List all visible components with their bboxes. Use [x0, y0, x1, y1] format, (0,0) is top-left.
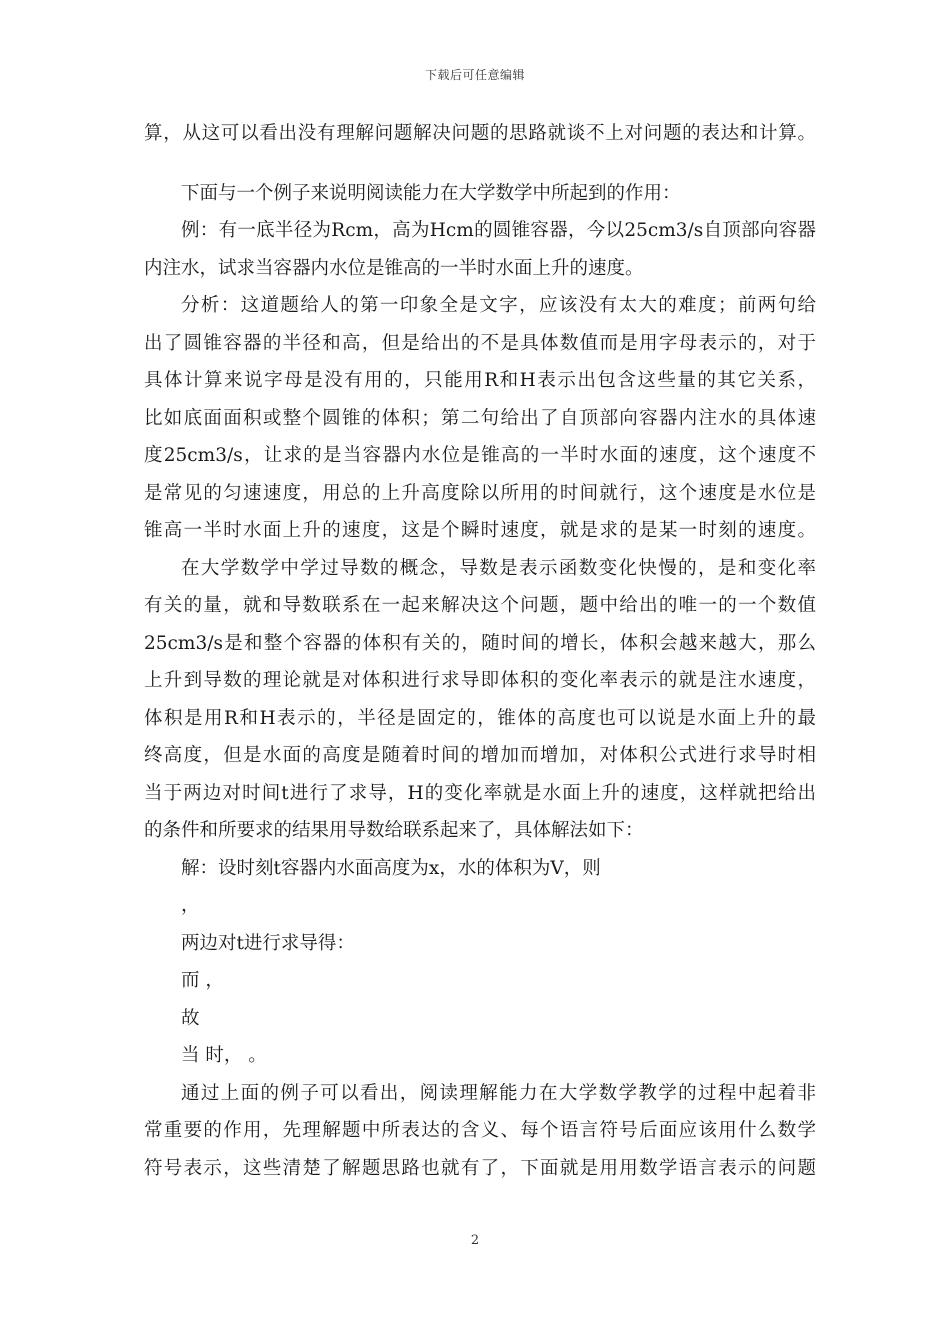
text-line: 度25cm3/s，让求的是当容器内水位是锥高的一半时水面的速度，这个速度不 [144, 445, 816, 466]
text-line: 算，从这可以看出没有理解问题解决问题的思路就谈不上对问题的表达和计算。 [144, 123, 816, 144]
text-line: 锥高一半时水面上升的速度，这是个瞬时速度，就是求的是某一时刻的速度。 [144, 520, 816, 541]
paragraph-gap [144, 153, 816, 175]
text-line: 在大学数学中学过导数的概念，导数是表示函数变化快慢的，是和变化率 [181, 557, 816, 579]
text-line: 符号表示，这些清楚了解题思路也就有了，下面就是用用数学语言表示的问题 [144, 1157, 816, 1179]
text-line: 出了圆锥容器的半径和高，但是给出的不是具体数值而是用字母表示的，对于 [144, 332, 816, 354]
text-line: 25cm3/s是和整个容器的体积有关的，随时间的增长，体积会越来越大，那么 [144, 632, 816, 654]
text-line: 终高度，但是水面的高度是随着时间的增加而增加，对体积公式进行求导时相 [144, 745, 816, 766]
text-line: 分析：这道题给人的第一印象全是文字，应该没有太大的难度；前两句给 [181, 295, 816, 316]
body-text [144, 115, 816, 1187]
text-line: 通过上面的例子可以看出，阅读理解能力在大学数学教学的过程中起着非 [181, 1082, 816, 1104]
page-header: 下载后可任意编辑 [424, 68, 525, 82]
text-line: 解：设时刻t容器内水面高度为x，水的体积为V，则 [181, 857, 601, 879]
text-line: 例：有一底半径为Rcm，高为Hcm的圆锥容器，今以25cm3/s自顶部向容器 [181, 220, 816, 241]
text-line: 当于两边对时间t进行了求导，H的变化率就是水面上升的速度，这样就把给出 [144, 782, 816, 804]
text-line: 比如底面面积或整个圆锥的体积；第二句给出了自顶部向容器内注水的具体速 [144, 407, 816, 429]
text-line: ， [181, 895, 200, 916]
text-line: 上升到导数的理论就是对体积进行求导即体积的变化率表示的就是注水速度， [144, 670, 816, 691]
text-line: 而 ， [181, 970, 224, 991]
text-line: 体积是用R和H表示的，半径是固定的，锥体的高度也可以说是水面上升的最 [144, 707, 816, 729]
text-line: 是常见的匀速速度，用总的上升高度除以所用的时间就行，这个速度是水位是 [144, 482, 816, 504]
text-line: 具体计算来说字母是没有用的，只能用R和H表示出包含这些量的其它关系， [144, 370, 816, 391]
text-line: 两边对t进行求导得： [181, 932, 355, 954]
text-line: 内注水，试求当容器内水位是锥高的一半时水面上升的速度。 [144, 257, 644, 279]
text-line: 常重要的作用，先理解题中所表达的含义、每个语言符号后面应该用什么数学 [144, 1120, 816, 1141]
text-line: 故 [181, 1007, 200, 1029]
page-number: 2 [470, 1233, 480, 1248]
text-line: 的条件和所要求的结果用导数给联系起来了，具体解法如下： [144, 820, 644, 841]
text-line: 有关的量，就和导数联系在一起来解决这个问题，题中给出的唯一的一个数值 [144, 595, 816, 616]
text-line: 下面与一个例子来说明阅读能力在大学数学中所起到的作用： [181, 182, 681, 204]
text-line: 当 时， 。 [181, 1045, 267, 1066]
